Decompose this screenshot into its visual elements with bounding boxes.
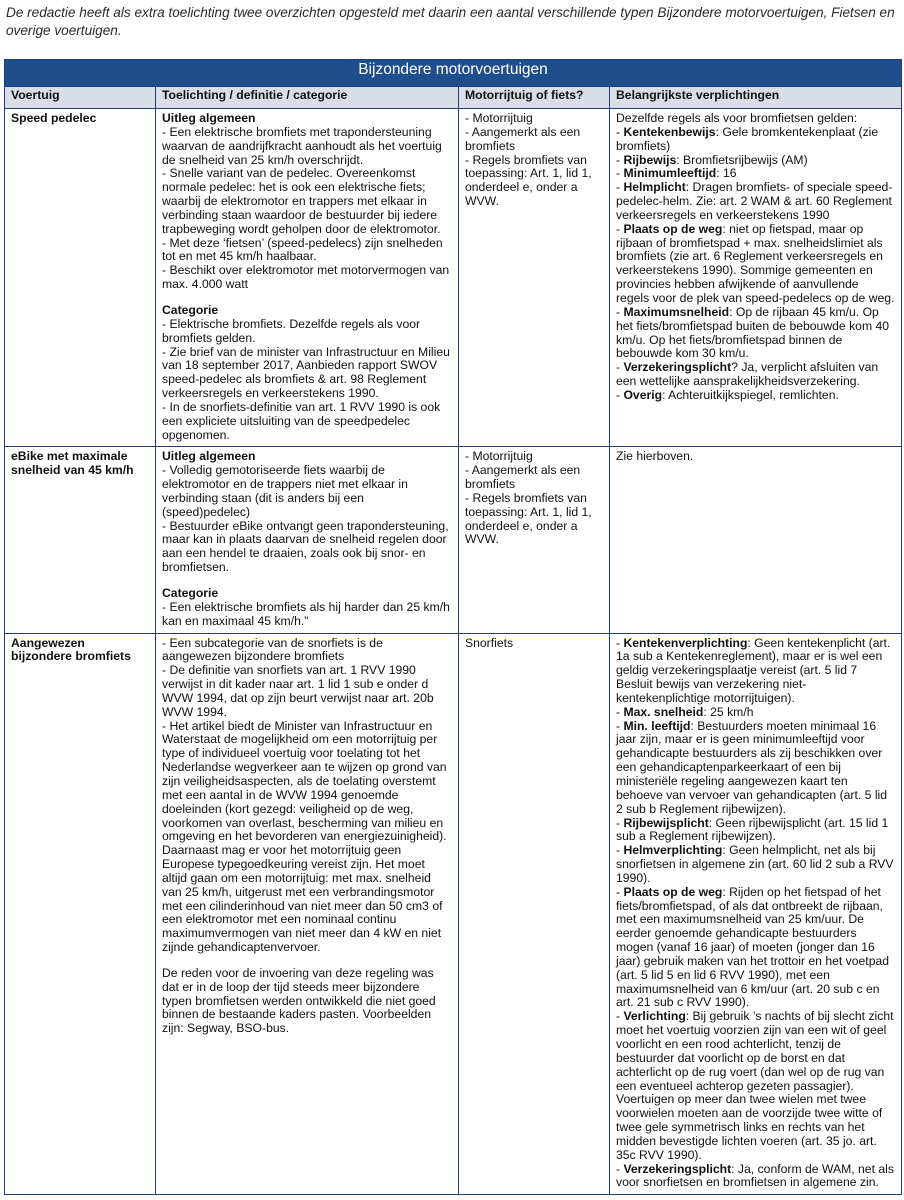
obligation-text: : Ja, conform de WAM, net als voor snorfietsen en bromfietsen in algemene zin.: [616, 1161, 894, 1190]
cell-paragraph: - Een subcategorie van de snorfiets is de aangewezen bijzondere bromfiets: [162, 635, 383, 664]
column-header-verplichtingen: Belangrijkste verplichtingen: [610, 87, 902, 109]
cell-paragraph: - Snelle variant van de pedelec. Overeenkomst normale pedelec: het is ook een elektrische fiets; waarbij de elektromotor en trappers met elkaar in verbinding staan waardoor de bestuurder bij iedere trapbeweging wordt geholpen door de elektromotor.: [162, 166, 441, 236]
obligation-text: : Dragen bromfiets- of speciale speed-pedelec-helm. Zie: art. 2 WAM & art. 60 Reglement verkeersregels en verkeerstekens 1990: [616, 180, 893, 222]
obligation-text: : Bromfietsrijbewijs (AM): [676, 152, 808, 167]
cell-paragraph: - Rijbewijsplicht: Geen rijbewijsplicht (art. 15 lid 1 sub a Reglement rijbewijzen).: [616, 815, 889, 844]
obligation-label: Kentekenverplichting: [623, 635, 748, 650]
obligation-text: : Geen kentekenplicht (art. 1a sub a Kentekenreglement), maar er is wel een geldig verzekeringsplaatje vereist (art. 5 lid 7 Besluit bewijs van verzekering niet-kentekenplichtige motorrijtuigen).: [616, 635, 891, 705]
cell-paragraph: - Zie brief van de minister van Infrastructuur en Milieu van 18 september 2017, Aanbieden rapport SWOV speed-pedelec als bromfiets & art. 98 Reglement verkeersregels en verkeerstekens 1990.: [162, 344, 450, 401]
obligation-text: ? Ja, verplicht afsluiten van een wettelijke aansprakelijkheidsverzekering.: [616, 360, 879, 389]
cell-paragraph: - Bestuurder eBike ontvangt geen trapondersteuning, maar kan in plaats daarvan de snelheid regelen door aan een hendel te draaien, zoals ook bij snor- en bromfietsen.: [162, 518, 449, 575]
obligations-cell: [610, 447, 902, 633]
obligation-label: Plaats op de weg: [623, 884, 723, 899]
cell-paragraph: Zie hierboven.: [616, 449, 694, 464]
table-row: [5, 109, 902, 447]
cell-paragraph: Snorfiets: [465, 635, 514, 650]
obligation-label: Max. snelheid: [623, 704, 704, 719]
section-heading: Categorie: [162, 302, 219, 317]
obligation-label: Plaats op de weg: [623, 221, 723, 236]
cell-paragraph: - Helmplicht: Dragen bromfiets- of speciale speed-pedelec-helm. Zie: art. 2 WAM & art. 60 Reglement verkeersregels en verkeerstekens 1990: [616, 180, 893, 222]
cell-paragraph: - Max. snelheid: 25 km/h: [616, 704, 754, 719]
intro-text: De redactie heeft als extra toelichting twee overzichten opgesteld met daarin een aantal verschillende typen Bijzondere motorvoertuigen, Fietsen en overige voertuigen.: [6, 5, 895, 38]
obligation-text: : Bij gebruik ’s nachts of bij slecht zicht moet het voertuig voorzien zijn van een wit of geel voorlicht en een rood achterlicht, tenzij de bestuurder dat voorlicht op de borst en dat achterlicht op de rug voert (dan wel op de rug van een eventueel achterop gezeten passagier). Voertuigen op meer dan twee wielen met twee voorwielen moeten aan de voorzijde twee witte of twee gele symmetrisch links en rechts van het midden bevestigde lichten voeren (art. 35 jo. art. 35c RVV 1990).: [616, 1009, 894, 1162]
obligation-text: : niet op fietspad, maar op rijbaan of bromfietspad + max. snelheidslimiet als bromfiets (zie art. 6 Reglement verkeersregels en verkeerstekens 1990). Sommige gemeenten en provincies hebben afwijkende of aanvullende regels voor de plek van speed-pedelecs op de weg.: [616, 221, 895, 305]
obligation-text: : Achteruitkijkspiegel, remlichten.: [662, 387, 839, 402]
column-header-motorrijtuig: Motorrijtuig of fiets?: [459, 87, 610, 109]
explanation-cell: [156, 633, 459, 1195]
table-title: Bijzondere motorvoertuigen: [5, 60, 902, 87]
cell-paragraph: - Minimumleeftijd: 16: [616, 166, 737, 181]
vehicle-cell: eBike met maximale snelheid van 45 km/h: [5, 447, 156, 633]
vehicle-cell: Speed pedelec: [5, 109, 156, 447]
section-heading: Categorie: [162, 586, 219, 600]
cell-paragraph: - Een elektrische bromfiets met trapondersteuning waarvan de aandrijfkracht aanhoudt als het voertuig de snelheid van 25 km/h overschrijdt.: [162, 124, 442, 167]
type-cell: [459, 109, 610, 447]
obligation-label: Maximumsnelheid: [623, 304, 730, 319]
cell-paragraph: - Motorrijtuig: [465, 111, 533, 125]
obligation-text: : Bestuurders moeten minimaal 16 jaar zijn, maar er is geen minimumleeftijd voor gehandicapte bestuurders als zij beschikken over een gehandicaptenparkeerkaart of een bij ministeriële regeling aangewezen kaart ten behoeve van vervoer van gehandicapten (art. 5 lid 2 sub b Reglement rijbewijzen).: [616, 718, 888, 816]
obligation-label: Overig: [623, 387, 663, 402]
obligation-label: Verlichting: [623, 1009, 686, 1024]
cell-paragraph: - Verlichting: Bij gebruik ’s nachts of bij slecht zicht moet het voertuig voorzien zijn van een wit of geel voorlicht en een rood achterlicht, tenzij de bestuurder dat voorlicht op de borst en dat achterlicht op de rug voert (dan wel op de rug van een eventueel achterop gezeten passagier). Voertuigen op meer dan twee wielen met twee voorwielen moeten aan de voorzijde twee witte of twee gele symmetrisch links en rechts van het midden bevestigde lichten voeren (art. 35 jo. art. 35c RVV 1990).: [616, 1009, 894, 1162]
obligation-text: : Geen helmplicht, net als bij snorfietsen in algemene zin (art. 60 lid 2 sub a RVV 1990).: [616, 843, 894, 885]
cell-paragraph: Dezelfde regels als voor bromfietsen gelden:: [616, 111, 858, 125]
section-heading: Uitleg algemeen: [162, 449, 256, 464]
explanation-cell: [156, 447, 459, 633]
obligation-label: Minimumleeftijd: [623, 166, 717, 181]
obligations-cell: [610, 109, 902, 447]
cell-paragraph: - Aangemerkt als een bromfiets: [465, 124, 581, 153]
cell-paragraph: - Overig: Achteruitkijkspiegel, remlichten.: [616, 387, 839, 402]
obligation-label: Rijbewijsplicht: [623, 815, 709, 830]
obligation-label: Verzekeringsplicht: [623, 360, 732, 375]
vehicle-cell: Aangewezen bijzondere bromfiets: [5, 633, 156, 1195]
table-row: [5, 633, 902, 1195]
table-body: [5, 109, 902, 1195]
obligation-text: : Gele bromkentekenplaat (zie bromfiets): [616, 124, 879, 153]
cell-paragraph: - De definitie van snorfiets van art. 1 RVV 1990 verwijst in dit kader naar art. 1 lid 1 sub e onder d WVW 1994, dat op zijn beurt verwijst naar art. 20b WVW 1994.: [162, 663, 434, 719]
obligation-label: Verzekeringsplicht: [623, 1161, 732, 1176]
type-cell: [459, 633, 610, 1195]
cell-paragraph: - Verzekeringsplicht: Ja, conform de WAM, net als voor snorfietsen en bromfietsen in algemene zin.: [616, 1161, 894, 1190]
cell-paragraph: - Helmverplichting: Geen helmplicht, net als bij snorfietsen in algemene zin (art. 60 lid 2 sub a RVV 1990).: [616, 843, 894, 885]
cell-paragraph: - In de snorfiets-definitie van art. 1 RVV 1990 is ook een expliciete uitsluiting van de speedpedelec opgenomen.: [162, 399, 441, 442]
obligation-text: : Op de rijbaan 45 km/u. Op het fiets/bromfietspad buiten de bebouwde kom 40 km/u. Op het fiets/bromfietspad binnen de bebouwde kom 30 km/u.: [616, 304, 890, 361]
cell-paragraph: - Kentekenverplichting: Geen kentekenplicht (art. 1a sub a Kentekenreglement), maar er is wel een geldig verzekeringsplaatje vereist (art. 5 lid 7 Besluit bewijs van verzekering niet-kentekenplichtige motorrijtuigen).: [616, 635, 891, 705]
table-row: [5, 447, 902, 633]
obligation-text: : Geen rijbewijsplicht (art. 15 lid 1 sub a Reglement rijbewijzen).: [616, 815, 889, 844]
column-header-toelichting: Toelichting / definitie / categorie: [156, 87, 459, 109]
cell-paragraph: - Plaats op de weg: Rijden op het fietspad of het fiets/bromfietspad, of als dat ontbreekt de rijbaan, met een maximumsnelheid van 25 km/uur. De eerder genoemde gehandicapte bestuurders mogen (vanaf 16 jaar) of moeten (jonger dan 16 jaar) gebruik maken van het trottoir en het voetpad (art. 5 lid 5 en lid 6 RVV 1990), met een maximumsnelheid van 6 km/uur (art. 20 sub c en art. 21 sub c RVV 1990).: [616, 884, 890, 1010]
cell-paragraph: - Volledig gemotoriseerde fiets waarbij de elektromotor en de trappers niet met elkaar in verbinding staan (dit is anders bij een (speed)pedelec): [162, 463, 408, 519]
column-header-voertuig: Voertuig: [5, 87, 156, 109]
cell-paragraph: - Min. leeftijd: Bestuurders moeten minimaal 16 jaar zijn, maar er is geen minimumleeftijd voor gehandicapte bestuurders als zij beschikken over een gehandicaptenparkeerkaart of een bij ministeriële regeling aangewezen kaart ten behoeve van vervoer van gehandicapten (art. 5 lid 2 sub b Reglement rijbewijzen).: [616, 718, 888, 816]
vehicles-table: [4, 59, 902, 1195]
cell-paragraph: - Kentekenbewijs: Gele bromkentekenplaat (zie bromfiets): [616, 124, 879, 153]
obligation-text: : 25 km/h: [703, 704, 754, 719]
obligations-cell: [610, 633, 902, 1195]
obligation-label: Helmverplichting: [623, 843, 723, 858]
section-heading: Uitleg algemeen: [162, 111, 256, 125]
obligation-label: Kentekenbewijs: [623, 124, 716, 139]
obligation-label: Helmplicht: [623, 180, 686, 195]
obligation-label: Min. leeftijd: [623, 718, 691, 733]
cell-paragraph: - Beschikt over elektromotor met motorvermogen van max. 4.000 watt: [162, 263, 450, 292]
cell-paragraph: - Motorrijtuig: [465, 449, 533, 464]
cell-paragraph: - Regels bromfiets van toepassing: Art. 1, lid 1, onderdeel e, onder a WVW.: [465, 490, 592, 547]
cell-paragraph: - Regels bromfiets van toepassing: Art. 1, lid 1, onderdeel e, onder a WVW.: [465, 152, 592, 209]
cell-paragraph: - Plaats op de weg: niet op fietspad, maar op rijbaan of bromfietspad + max. snelheidslimiet als bromfiets (zie art. 6 Reglement verkeersregels en verkeerstekens 1990). Sommige gemeenten en provincies hebben afwijkende of aanvullende regels voor de plek van speed-pedelecs op de weg.: [616, 221, 895, 305]
obligation-text: : Rijden op het fietspad of het fiets/bromfietspad, of als dat ontbreekt de rijbaan, met een maximumsnelheid van 25 km/uur. De eerder genoemde gehandicapte bestuurders mogen (vanaf 16 jaar) of moeten (jonger dan 16 jaar) gebruik maken van het trottoir en het voetpad (art. 5 lid 5 en lid 6 RVV 1990), met een maximumsnelheid van 6 km/uur (art. 20 sub c en art. 21 sub c RVV 1990).: [616, 884, 890, 1010]
obligation-text: : 16: [716, 166, 737, 181]
cell-paragraph: - Aangemerkt als een bromfiets: [465, 463, 581, 492]
explanation-cell: [156, 109, 459, 447]
cell-paragraph: - Maximumsnelheid: Op de rijbaan 45 km/u. Op het fiets/bromfietspad buiten de bebouwde kom 40 km/u. Op het fiets/bromfietspad binnen de bebouwde kom 30 km/u.: [616, 304, 890, 361]
cell-paragraph: - Met deze ‘fietsen’ (speed-pedelecs) zijn snelheden tot en met 45 km/h haalbaar.: [162, 235, 443, 264]
obligation-label: Rijbewijs: [623, 152, 677, 167]
cell-paragraph: - Het artikel biedt de Minister van Infrastructuur en Waterstaat de mogelijkheid om een motorrijtuig per type of individueel voertuig voor toelating tot het Nederlandse wegverkeer aan te wijzen op grond van zijn veiligheidsaspecten, als de toelating overstemt met een aantal in de WVW 1994 genoemde doeleinden (kort gezegd: veiligheid op de weg, voorkomen van overlast, bescherming van milieu en omgeving en het bevorderen van energiezuinigheid). Daarnaast mag er voor het motorrijtuig geen Europese typegoedkeuring vereist zijn. Het moet altijd gaan om een motorrijtuig: met max. snelheid van 25 km/h, uitgerust met een verbrandingsmotor met een cilinderinhoud van niet meer dan 50 cm3 of een elektromotor met een nominaal continu maximumvermogen van niet meer dan 4 kW en niet zijnde gehandicaptenvervoer.: [162, 718, 447, 955]
cell-paragraph: - Een elektrische bromfiets als hij harder dan 25 km/h kan en maximaal 45 km/h.”: [162, 599, 450, 628]
cell-paragraph: - Rijbewijs: Bromfietsrijbewijs (AM): [616, 152, 808, 167]
type-cell: [459, 447, 610, 633]
cell-paragraph: - Elektrische bromfiets. Dezelfde regels als voor bromfiets gelden.: [162, 316, 421, 345]
cell-paragraph: - Verzekeringsplicht? Ja, verplicht afsluiten van een wettelijke aansprakelijkheidsverzekering.: [616, 360, 879, 389]
cell-paragraph: De reden voor de invoering van deze regeling was dat er in de loop der tijd steeds meer bijzondere typen bromfietsen werden ontwikkeld die niet goed binnen de bestaande kaders pasten. Voorbeelden zijn: Segway, BSO-bus.: [162, 965, 436, 1036]
